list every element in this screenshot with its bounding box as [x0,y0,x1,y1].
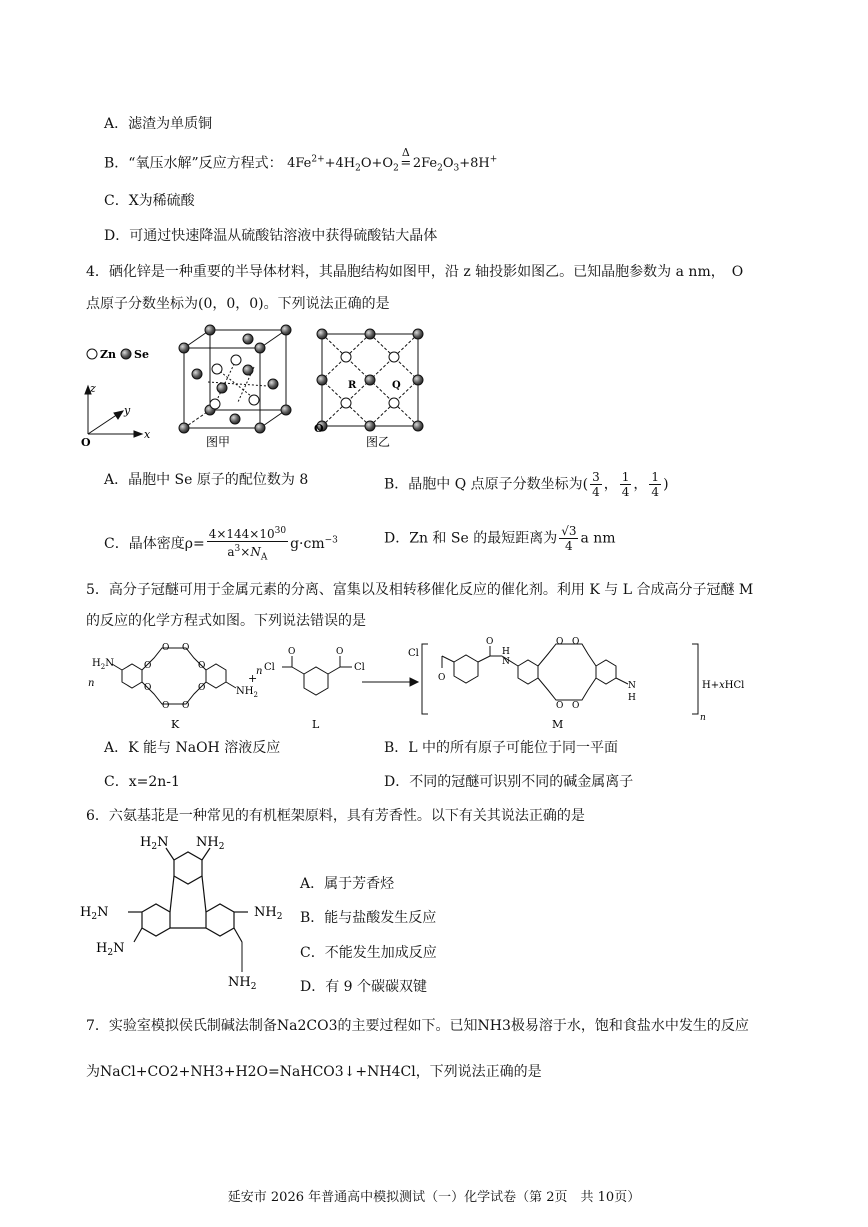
q5-stem-line1: 5．高分子冠醚可用于金属元素的分离、富集以及相转移催化反应的催化剂。利用 K 与 L 合成高分子冠醚 M [86,582,754,598]
q6-option-d: D．有 9 个碳碳双键 [300,979,428,995]
q3-option-a: A．滤渣为单质铜 [104,116,213,132]
svg-text:O: O [336,647,344,657]
svg-text:H2N: $H_2N$ [96,941,125,958]
axis-z: z [90,382,96,395]
svg-text:H2N: $H_2N$ [80,905,109,922]
svg-text:O: O [438,673,446,683]
svg-text:n: n [700,713,706,723]
svg-text:n: n [256,666,263,677]
q3-option-b-equation: $4Fe^{2+}+4H_2O+O_2$ Δ = $2Fe_2O_3+8H^+$ [287,146,498,174]
q6-option-c: C．不能发生加成反应 [300,945,437,961]
legend-se: Se [134,348,149,361]
legend-zn: Zn [100,348,117,361]
svg-text:O: O [198,661,206,671]
q6-option-b: B．能与盐酸发生反应 [300,910,437,926]
q4-option-b: B．晶胞中 Q 点原子分数坐标为( $\frac{3}{4}$ ， $\frac{1}{4}$ ， $\frac{1}{4}$ ) [384,470,669,499]
svg-text:NH2: $NH_2$ [236,686,258,699]
q3-option-c: C．X为稀硫酸 [104,193,195,209]
svg-text:O: O [144,683,152,693]
axis-y: y [124,404,131,417]
q5-stem-line2: 的反应的化学方程式如图。下列说法错误的是 [86,613,366,629]
q4-stem-line1: 4．硒化锌是一种重要的半导体材料，其晶胞结构如图甲，沿 z 轴投影如图乙。已知晶胞参数为 a nm， O [86,264,744,280]
q3-option-b-prefix: B．“氧压水解”反应方程式： [104,155,283,172]
cube-figure-a [184,330,286,428]
label-k: K [171,718,180,730]
q3-option-d: D．可通过快速降温从硫酸钴溶液中获得硫酸钴大晶体 [104,228,438,244]
q4-stem-line2: 点原子分数坐标为(0，0，0)。下列说法正确的是 [86,296,390,312]
q5-option-b: B．L 中的所有原子可能位于同一平面 [384,740,619,756]
svg-text:H2N: $H_2N$ [92,658,114,671]
svg-text:O: O [144,661,152,671]
q3-option-b [104,146,498,179]
label-m: M [552,718,564,730]
caption-figure-b: 图乙 [366,435,391,449]
svg-text:O: O [288,647,296,657]
q5-option-a: A．K 能与 NaOH 溶液反应 [104,740,281,756]
svg-text:O: O [556,637,564,647]
page-footer: 延安市 2026 年普通高中模拟测试（一）化学试卷（第 2页 共 10页） [227,1190,641,1205]
q5-option-d: D．不同的冠醚可识别不同的碱金属离子 [384,774,634,790]
svg-text:O: O [162,701,170,711]
axis-origin: O [81,436,91,449]
svg-text:H: H [628,693,636,703]
svg-text:NH2: $NH_2$ [196,835,225,852]
svg-text:O: O [182,643,190,653]
svg-text:O: O [572,701,580,711]
q5-option-c: C．x=2n-1 [104,774,180,790]
label-l: L [312,718,320,730]
q7-equation: 为NaCl+CO2+NH3+H2O=NaHCO3↓+NH4Cl [86,1064,416,1080]
q7-stem-tail: ，下列说法正确的是 [415,1064,542,1080]
svg-text:O: O [162,643,170,653]
label-r: R [348,380,357,391]
origin-b: O [314,422,324,435]
svg-text:O: O [486,637,494,647]
svg-text:Cl: Cl [264,662,275,673]
q6-stem: 6．六氨基苝是一种常见的有机框架原料，具有芳香性。以下有关其说法正确的是 [86,808,585,824]
svg-text:H+xHCl: H+xHCl [702,680,745,691]
svg-text:+: + [248,672,258,685]
q4-option-a: A．晶胞中 Se 原子的配位数为 8 [104,472,309,488]
svg-text:O: O [556,701,564,711]
svg-text:O: O [572,637,580,647]
svg-text:O: O [198,683,206,693]
q4-option-d: D．Zn 和 Se 的最短距离为 $\frac{√3}{4}$ a nm [384,524,616,553]
label-q: Q [392,380,401,391]
svg-text:NH2: $NH_2$ [228,975,257,992]
svg-text:n: n [88,678,95,689]
q4-crystal-figure [78,322,458,452]
q6-molecule [78,830,298,1000]
svg-text:Cl: Cl [354,662,365,673]
axis-x: x [144,428,151,441]
svg-text:N: N [628,681,636,691]
svg-text:Cl: Cl [408,648,419,659]
q5-reaction-scheme [78,636,778,730]
svg-text:N: N [502,657,510,667]
svg-text:O: O [182,701,190,711]
q6-option-a: A．属于芳香烃 [300,876,395,892]
svg-text:NH2: $NH_2$ [254,905,283,922]
caption-figure-a: 图甲 [206,435,231,449]
svg-text:H: H [502,647,510,657]
svg-text:H2N: $H_2N$ [140,835,169,852]
q7-stem-line1: 7．实验室模拟侯氏制碱法制备Na2CO3的主要过程如下。已知NH3极易溶于水，饱和食盐水中发生的反应 [86,1018,749,1034]
cube-atoms [179,325,291,433]
q7-stem-line2 [86,1062,542,1082]
q4-option-c: C．晶体密度ρ= $\frac{4\times 144\times 10^{30}}{a^3\times N_A}$ $g\cdot cm^{-3}$ [104,526,338,563]
